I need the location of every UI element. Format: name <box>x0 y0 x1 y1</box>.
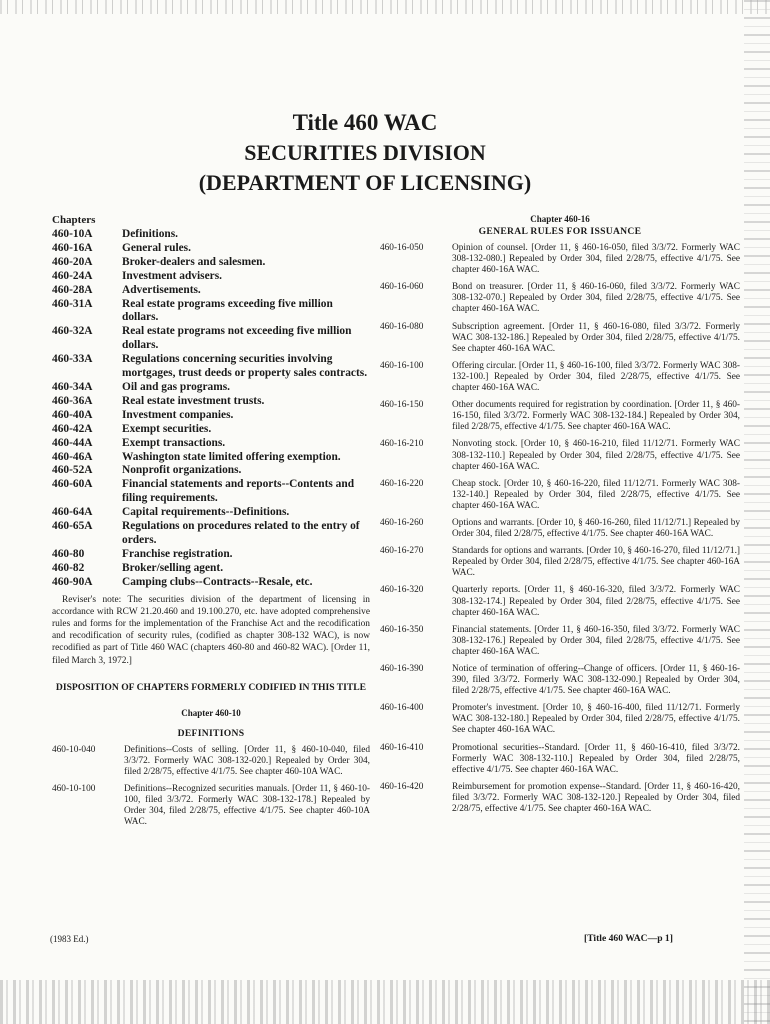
section-entry <box>380 585 740 618</box>
chapter-number: 460-60A <box>52 478 93 491</box>
chapter-title: Camping clubs--Contracts--Resale, etc. <box>122 575 313 588</box>
chapter-row <box>52 478 370 506</box>
title-line-2: SECURITIES DIVISION <box>244 140 486 165</box>
chapter-title: Definitions. <box>122 228 179 240</box>
section-text: Promotional securities--Standard. [Order 11, § 460-16-410, filed 3/3/72. Formerly WAC 308-132-110.] Repealed by Order 304, filed 2/28/75, effective 4/1/75. See chapter 460-16A WAC. <box>452 742 740 775</box>
chapter-title: Real estate programs exceeding five million dollars. <box>122 297 333 324</box>
chapter-row <box>52 409 370 423</box>
chapter-number: 460-36A <box>52 394 93 407</box>
section-text: Notice of termination of offering--Change of officers. [Order 11, § 460-16-390, filed 3/3/72. Formerly WAC 308-132-090.] Repealed by Order 304, filed 2/28/75, effective 4/1/75. See chapter 460-16A WAC. <box>452 664 740 697</box>
chapter-title: General rules. <box>122 241 191 254</box>
chapter-row <box>52 381 370 395</box>
section-number: 460-16-260 <box>380 517 424 528</box>
chapter-number: 460-40A <box>52 408 93 421</box>
chapter-row <box>52 228 370 242</box>
chapter-number: 460-80 <box>52 547 85 560</box>
chapter-number: 460-44A <box>52 436 93 449</box>
chapter-row <box>52 242 370 256</box>
section-number: 460-10-040 <box>52 744 96 755</box>
chapter-title: Washington state limited offering exemption. <box>122 450 341 463</box>
section-number: 460-16-100 <box>380 360 424 371</box>
chapter-number: 460-46A <box>52 450 93 463</box>
section-number: 460-16-050 <box>380 243 424 253</box>
section-text: Options and warrants. [Order 10, § 460-16-260, filed 11/12/71.] Repealed by Order 304, filed 2/28/75, effective 4/1/75. See chapter 460-16A WAC. <box>452 517 740 540</box>
scan-noise-bottom <box>0 980 770 1024</box>
left-chapter-heading: DEFINITIONS <box>177 727 245 739</box>
section-number: 460-16-080 <box>380 321 424 332</box>
chapter-title: Broker-dealers and salesmen. <box>122 255 266 268</box>
chapter-title: Franchise registration. <box>122 547 233 560</box>
section-entry <box>52 745 370 778</box>
chapter-row <box>52 353 370 381</box>
chapter-number: 460-52A <box>52 464 93 477</box>
footer-page-number: [Title 460 WAC—p 1] <box>584 933 673 944</box>
section-text: Cheap stock. [Order 10, § 460-16-220, filed 11/12/71. Formerly WAC 308-132-140.] Repealed by Order 304, filed 2/28/75, effective 4/1/75. See chapter 460-16A WAC. <box>452 478 740 511</box>
section-number: 460-16-350 <box>380 624 424 635</box>
chapter-row <box>52 325 370 353</box>
section-entry <box>380 518 740 540</box>
footer-edition: (1983 Ed.) <box>50 934 89 944</box>
chapter-title: Regulations on procedures related to the entry of orders. <box>122 520 360 546</box>
chapter-row <box>52 395 370 409</box>
chapter-number: 460-64A <box>52 506 93 519</box>
chapter-row <box>52 423 370 437</box>
section-number: 460-16-410 <box>380 742 424 753</box>
section-text: Promoter's investment. [Order 10, § 460-16-400, filed 11/12/71. Formerly WAC 308-132-180.] Repealed by Order 304, filed 2/28/75, effective 4/1/75. See chapter 460-16A WAC. <box>452 703 740 736</box>
chapter-number: 460-32A <box>52 325 93 338</box>
right-chapter-heading: GENERAL RULES FOR ISSUANCE <box>478 226 642 237</box>
chapter-number: 460-82 <box>52 561 85 574</box>
section-entry <box>380 282 740 315</box>
chapter-title: Broker/selling agent. <box>122 561 224 574</box>
section-entry <box>380 782 740 815</box>
chapter-number: 460-90A <box>52 575 93 588</box>
section-entry <box>380 743 740 776</box>
chapter-number: 460-42A <box>52 422 93 435</box>
chapter-number: 460-33A <box>52 353 93 366</box>
chapter-number: 460-10A <box>52 228 93 240</box>
section-number: 460-16-320 <box>380 585 424 596</box>
section-number: 460-16-270 <box>380 546 424 557</box>
section-text: Opinion of counsel. [Order 11, § 460-16-050, filed 3/3/72. Formerly WAC 308-132-080.] Repealed by Order 304, filed 2/28/75, effective 4/1/75. See chapter 460-16A WAC. <box>452 243 740 276</box>
chapter-row <box>52 270 370 284</box>
left-chapter-label: Chapter 460-10 <box>181 707 241 718</box>
section-text: Financial statements. [Order 11, § 460-16-350, filed 3/3/72. Formerly WAC 308-132-176.] Repealed by Order 304, filed 2/28/75, effective 4/1/75. See chapter 460-16A WAC. <box>452 624 740 657</box>
chapter-number: 460-34A <box>52 380 93 393</box>
section-entry <box>380 625 740 658</box>
section-text: Quarterly reports. [Order 11, § 460-16-320, filed 3/3/72. Formerly WAC 308-132-174.] Repealed by Order 304, filed 2/28/75, effective 4/1/75. See chapter 460-16A WAC. <box>452 585 740 618</box>
document-title <box>100 108 630 198</box>
section-number: 460-10-100 <box>52 784 96 795</box>
chapter-row <box>52 548 370 562</box>
section-text: Nonvoting stock. [Order 10, § 460-16-210, filed 11/12/71. Formerly WAC 308-132-110.] Repealed by Order 304, filed 2/28/75, effective 4/1/75. See chapter 460-16A WAC. <box>452 439 740 472</box>
section-text: Other documents required for registration by coordination. [Order 11, § 460-16-150, filed 3/3/72. Formerly WAC 308-132-184.] Repealed by Order 304, filed 2/28/75, effective 4/1/75. See chapter 460-16A WAC. <box>452 400 740 433</box>
chapter-number: 460-20A <box>52 255 93 268</box>
chapter-title: Exempt transactions. <box>122 436 226 449</box>
section-entry <box>380 439 740 472</box>
chapter-row <box>52 464 370 478</box>
chapter-row <box>52 256 370 270</box>
title-line-1: Title 460 WAC <box>292 110 438 135</box>
section-text: Definitions--Recognized securities manuals. [Order 11, § 460-10-100, filed 3/3/72. Formerly WAC 308-132-178.] Repealed by Order 304, filed 2/28/75, effective 4/1/75. See chapter 460-10A WAC. <box>124 784 370 828</box>
scan-noise-top <box>0 0 770 14</box>
section-entry <box>52 784 370 828</box>
chapter-number: 460-24A <box>52 269 93 282</box>
chapter-number: 460-16A <box>52 241 93 254</box>
chapter-number: 460-65A <box>52 520 93 533</box>
section-entry <box>380 479 740 512</box>
section-entry <box>380 243 740 276</box>
section-text: Bond on treasurer. [Order 11, § 460-16-060, filed 3/3/72. Formerly WAC 308-132-070.] Repealed by Order 304, filed 2/28/75, effective 4/1/75. See chapter 460-16A WAC. <box>452 282 740 315</box>
section-text: Standards for options and warrants. [Order 10, § 460-16-270, filed 11/12/71.] Repealed by Order 304, filed 2/28/75, effective 4/1/75. See chapter 460-16A WAC. <box>452 546 740 579</box>
chapter-row <box>52 562 370 576</box>
left-entry-list <box>52 745 370 829</box>
chapter-list <box>52 228 370 590</box>
chapter-title: Real estate programs not exceeding five million dollars. <box>122 325 352 352</box>
right-chapter-label: Chapter 460-16 <box>530 214 590 224</box>
chapter-row <box>52 298 370 326</box>
section-entry <box>380 361 740 394</box>
chapter-row <box>52 451 370 465</box>
chapter-title: Oil and gas programs. <box>122 380 231 393</box>
title-line-3: (DEPARTMENT OF LICENSING) <box>198 170 532 195</box>
section-text: Offering circular. [Order 11, § 460-16-100, filed 3/3/72. Formerly WAC 308-132-100.] Repealed by Order 304, filed 2/28/75, effective 4/1/75. See chapter 460-16A WAC. <box>452 360 740 394</box>
section-entry <box>380 703 740 736</box>
chapter-row <box>52 520 370 548</box>
chapter-title: Regulations concerning securities involving mortgages, trust deeds or property sales contracts. <box>122 353 368 380</box>
section-number: 460-16-220 <box>380 478 424 489</box>
section-entry <box>380 664 740 697</box>
section-text: Definitions--Costs of selling. [Order 11, § 460-10-040, filed 3/3/72. Formerly WAC 308-132-020.] Repealed by Order 304, filed 2/28/75, effective 4/1/75. See chapter 460-10A WAC. <box>124 744 370 777</box>
chapter-title: Financial statements and reports--Contents and filing requirements. <box>122 478 355 505</box>
section-entry <box>380 322 740 355</box>
disposition-heading: DISPOSITION OF CHAPTERS FORMERLY CODIFIED IN THIS TITLE <box>55 681 367 693</box>
section-number: 460-16-210 <box>380 439 424 450</box>
section-text: Subscription agreement. [Order 11, § 460-16-080, filed 3/3/72. Formerly WAC 308-132-186.] Repealed by Order 304, filed 2/28/75, effective 4/1/75. See chapter 460-16A WAC. <box>452 321 740 354</box>
chapters-heading: Chapters <box>52 214 96 226</box>
section-entry <box>380 546 740 579</box>
scan-noise-right <box>744 0 770 1024</box>
chapter-title: Real estate investment trusts. <box>122 394 265 407</box>
section-entry <box>380 400 740 433</box>
section-number: 460-16-150 <box>380 400 424 411</box>
chapter-title: Investment advisers. <box>122 269 222 282</box>
section-number: 460-16-060 <box>380 282 424 293</box>
reviser-note: Reviser's note: The securities division of the department of licensing in accordance with RCW 21.20.460 and 19.100.270, etc. have adopted comprehensive rules and forms for the implementation of the Franchise Act and the recodification and recodification of security rules, (codified as chapter 308-132 WAC), is now recodified as part of Title 460 WAC (chapters 460-80 and 460-82 WAC). [Order 11, filed March 3, 1972.] <box>52 594 370 666</box>
chapter-row <box>52 437 370 451</box>
chapter-row <box>52 576 370 590</box>
chapter-number: 460-28A <box>52 283 93 296</box>
section-number: 460-16-400 <box>380 703 424 714</box>
section-text: Reimbursement for promotion expense--Standard. [Order 11, § 460-16-420, filed 3/3/72. Formerly WAC 308-132-120.] Repealed by Order 304, filed 2/28/75, effective 4/1/75. See chapter 460-16A WAC. <box>452 781 740 815</box>
section-number: 460-16-420 <box>380 781 424 792</box>
chapter-number: 460-31A <box>52 297 93 310</box>
section-number: 460-16-390 <box>380 664 424 674</box>
chapter-row <box>52 506 370 520</box>
chapter-title: Exempt securities. <box>122 422 212 435</box>
chapter-row <box>52 284 370 298</box>
right-column <box>380 214 740 815</box>
chapter-title: Investment companies. <box>122 408 234 421</box>
chapter-title: Advertisements. <box>122 283 201 296</box>
right-entry-list <box>380 243 740 815</box>
chapter-title: Capital requirements--Definitions. <box>122 506 290 519</box>
chapter-title: Nonprofit organizations. <box>122 464 242 477</box>
left-column <box>52 214 370 828</box>
